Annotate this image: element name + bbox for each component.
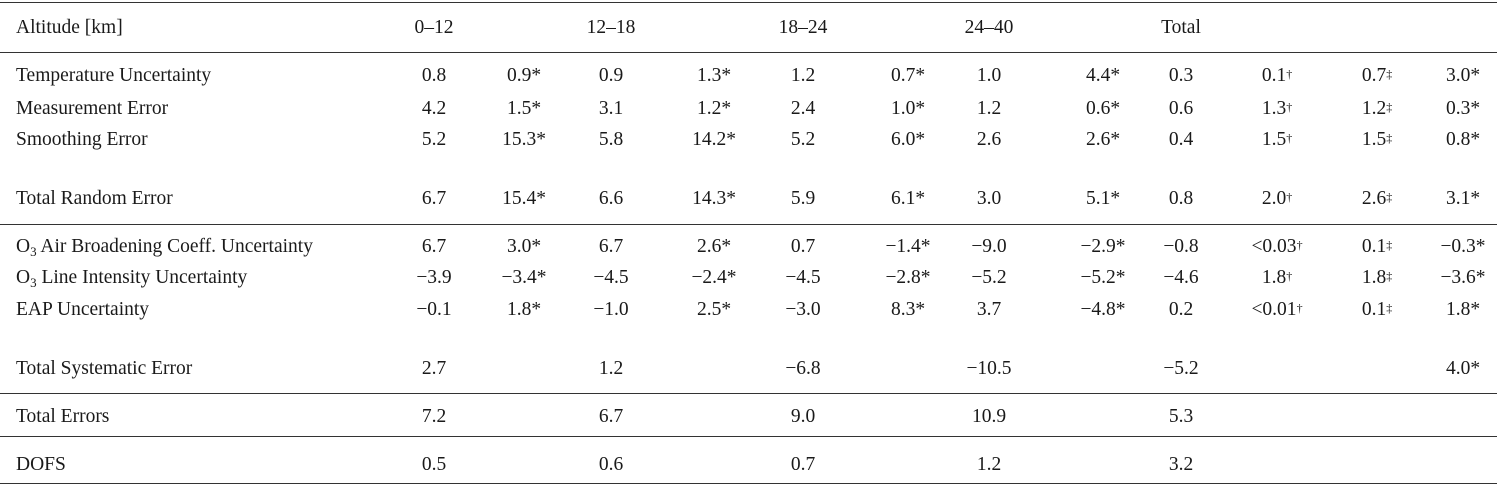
value-cell: 6.1* bbox=[890, 188, 926, 209]
value-cell: 3.7 bbox=[976, 299, 1002, 320]
value-cell: 2.6 bbox=[976, 129, 1002, 150]
value-cell: −9.0 bbox=[971, 236, 1007, 257]
value-cell: 0.1† bbox=[1261, 65, 1293, 86]
value-cell: 6.6 bbox=[598, 188, 624, 209]
value-cell: <0.01† bbox=[1251, 299, 1303, 320]
value-cell: 0.3 bbox=[1168, 65, 1194, 86]
value-cell: 8.3* bbox=[890, 299, 926, 320]
value-cell: −1.0 bbox=[593, 299, 629, 320]
value-cell: 0.9 bbox=[598, 65, 624, 86]
value-cell: 0.6 bbox=[1168, 98, 1194, 119]
value-cell: −2.8* bbox=[885, 267, 931, 288]
value-cell: −3.9 bbox=[416, 267, 452, 288]
value-cell: −4.5 bbox=[593, 267, 629, 288]
value-cell: 6.7 bbox=[421, 236, 447, 257]
value-cell: −3.6* bbox=[1440, 267, 1486, 288]
table-bottom-rule bbox=[0, 483, 1497, 484]
value-cell: −4.6 bbox=[1163, 267, 1199, 288]
value-cell: 5.2 bbox=[790, 129, 816, 150]
value-cell: 2.5* bbox=[696, 299, 732, 320]
value-cell: 1.2 bbox=[976, 454, 1002, 475]
value-cell: 3.1* bbox=[1445, 188, 1481, 209]
row-label: DOFS bbox=[16, 454, 66, 475]
header-rule bbox=[0, 52, 1497, 53]
table-row bbox=[0, 357, 1504, 381]
value-cell: −5.2 bbox=[971, 267, 1007, 288]
table-row bbox=[0, 453, 1504, 477]
value-cell: 2.4 bbox=[790, 98, 816, 119]
random-section-rule bbox=[0, 224, 1497, 225]
value-cell: 0.4 bbox=[1168, 129, 1194, 150]
value-cell: 1.8† bbox=[1261, 267, 1293, 288]
value-cell: 1.2‡ bbox=[1361, 98, 1393, 119]
value-cell: −0.8 bbox=[1163, 236, 1199, 257]
value-cell: −0.1 bbox=[416, 299, 452, 320]
table-row bbox=[0, 405, 1504, 429]
value-cell: −4.5 bbox=[785, 267, 821, 288]
value-cell: 14.3* bbox=[692, 188, 736, 209]
row-label: Measurement Error bbox=[16, 98, 169, 119]
group-header-12-18: 12–18 bbox=[586, 17, 636, 38]
value-cell: 6.7 bbox=[598, 236, 624, 257]
value-cell: 1.5‡ bbox=[1361, 129, 1393, 150]
value-cell: 0.5 bbox=[421, 454, 447, 475]
value-cell: 0.7* bbox=[890, 65, 926, 86]
value-cell: 0.3* bbox=[1445, 98, 1481, 119]
group-header-24-40: 24–40 bbox=[964, 17, 1014, 38]
value-cell: −4.8* bbox=[1080, 299, 1126, 320]
value-cell: 0.8 bbox=[1168, 188, 1194, 209]
value-cell: −3.4* bbox=[501, 267, 547, 288]
table-header-row bbox=[0, 16, 1504, 40]
value-cell: 1.0 bbox=[976, 65, 1002, 86]
value-cell: 0.6* bbox=[1085, 98, 1121, 119]
value-cell: 5.8 bbox=[598, 129, 624, 150]
total-errors-rule bbox=[0, 436, 1497, 437]
value-cell: 1.8* bbox=[506, 299, 542, 320]
value-cell: 6.7 bbox=[598, 406, 624, 427]
value-cell: 1.2 bbox=[976, 98, 1002, 119]
table-row bbox=[0, 128, 1504, 152]
value-cell: 1.5* bbox=[506, 98, 542, 119]
value-cell: 2.6* bbox=[1085, 129, 1121, 150]
value-cell: 1.8‡ bbox=[1361, 267, 1393, 288]
value-cell: 15.3* bbox=[502, 129, 546, 150]
value-cell: 4.4* bbox=[1085, 65, 1121, 86]
value-cell: 4.2 bbox=[421, 98, 447, 119]
value-cell: 15.4* bbox=[502, 188, 546, 209]
table-row bbox=[0, 187, 1504, 211]
value-cell: 1.2 bbox=[598, 358, 624, 379]
group-header-total: Total bbox=[1161, 17, 1201, 38]
value-cell: 3.0* bbox=[506, 236, 542, 257]
altitude-header: Altitude [km] bbox=[16, 17, 123, 38]
row-label: Temperature Uncertainty bbox=[16, 65, 212, 86]
row-label: $O_3$ Line Intensity Uncertainty bbox=[16, 267, 248, 290]
systematic-section-rule bbox=[0, 393, 1497, 394]
value-cell: 5.2 bbox=[421, 129, 447, 150]
value-cell: 5.1* bbox=[1085, 188, 1121, 209]
table-row bbox=[0, 64, 1504, 88]
value-cell: −6.8 bbox=[785, 358, 821, 379]
value-cell: 1.2* bbox=[696, 98, 732, 119]
value-cell: 5.9 bbox=[790, 188, 816, 209]
value-cell: 5.3 bbox=[1168, 406, 1194, 427]
value-cell: <0.03† bbox=[1251, 236, 1303, 257]
value-cell: 0.9* bbox=[506, 65, 542, 86]
value-cell: 2.7 bbox=[421, 358, 447, 379]
value-cell: −2.9* bbox=[1080, 236, 1126, 257]
value-cell: 2.0† bbox=[1261, 188, 1293, 209]
value-cell: 1.3* bbox=[696, 65, 732, 86]
group-header-18-24: 18–24 bbox=[778, 17, 828, 38]
value-cell: −2.4* bbox=[691, 267, 737, 288]
value-cell: 0.8 bbox=[421, 65, 447, 86]
value-cell: −0.3* bbox=[1440, 236, 1486, 257]
value-cell: 0.1‡ bbox=[1361, 236, 1393, 257]
value-cell: 1.0* bbox=[890, 98, 926, 119]
table-row bbox=[0, 298, 1504, 322]
row-label: Total Errors bbox=[16, 406, 110, 427]
value-cell: 2.6* bbox=[696, 236, 732, 257]
row-label: Total Systematic Error bbox=[16, 358, 193, 379]
value-cell: 1.3† bbox=[1261, 98, 1293, 119]
value-cell: 3.0 bbox=[976, 188, 1002, 209]
value-cell: 10.9 bbox=[971, 406, 1007, 427]
table-row bbox=[0, 235, 1504, 259]
value-cell: 3.0* bbox=[1445, 65, 1481, 86]
value-cell: 0.2 bbox=[1168, 299, 1194, 320]
value-cell: 1.5† bbox=[1261, 129, 1293, 150]
value-cell: 3.2 bbox=[1168, 454, 1194, 475]
value-cell: 0.7 bbox=[790, 454, 816, 475]
row-label: EAP Uncertainty bbox=[16, 299, 150, 320]
value-cell: 0.7‡ bbox=[1361, 65, 1393, 86]
value-cell: 3.1 bbox=[598, 98, 624, 119]
table-row bbox=[0, 97, 1504, 121]
table-top-rule bbox=[0, 2, 1497, 3]
value-cell: 0.1‡ bbox=[1361, 299, 1393, 320]
row-label: Smoothing Error bbox=[16, 129, 148, 150]
value-cell: 1.2 bbox=[790, 65, 816, 86]
value-cell: −5.2* bbox=[1080, 267, 1126, 288]
value-cell: 0.8* bbox=[1445, 129, 1481, 150]
row-label: Total Random Error bbox=[16, 188, 173, 209]
group-header-0-12: 0–12 bbox=[414, 17, 454, 38]
value-cell: 7.2 bbox=[421, 406, 447, 427]
value-cell: 0.6 bbox=[598, 454, 624, 475]
table-row bbox=[0, 266, 1504, 290]
value-cell: 9.0 bbox=[790, 406, 816, 427]
value-cell: 14.2* bbox=[692, 129, 736, 150]
value-cell: −10.5 bbox=[966, 358, 1012, 379]
row-label: $O_3$ Air Broadening Coeff. Uncertainty bbox=[16, 236, 313, 259]
value-cell: −1.4* bbox=[885, 236, 931, 257]
value-cell: 0.7 bbox=[790, 236, 816, 257]
value-cell: 6.7 bbox=[421, 188, 447, 209]
value-cell: 2.6‡ bbox=[1361, 188, 1393, 209]
value-cell: −5.2 bbox=[1163, 358, 1199, 379]
value-cell: 4.0* bbox=[1445, 358, 1481, 379]
value-cell: 6.0* bbox=[890, 129, 926, 150]
value-cell: −3.0 bbox=[785, 299, 821, 320]
value-cell: 1.8* bbox=[1445, 299, 1481, 320]
